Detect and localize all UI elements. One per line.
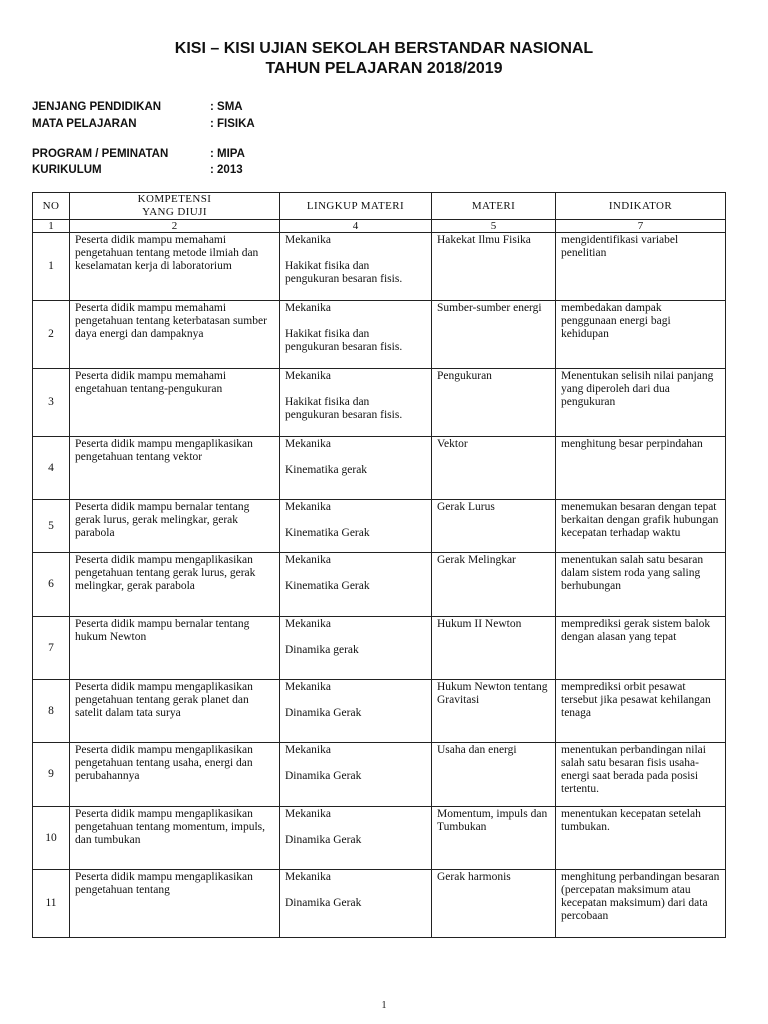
row-lingkup-sub: Kinematika Gerak xyxy=(285,580,370,592)
row-kompetensi: Peserta didik mampu bernalar tentang gerak lurus, gerak melingkar, gerak parabola xyxy=(70,500,280,553)
row-indikator: memprediksi orbit pesawat tersebut jika pesawat kehilangan tenaga xyxy=(556,680,726,743)
row-lingkup xyxy=(280,553,432,617)
row-lingkup-spacer xyxy=(285,514,426,527)
row-indikator: Menentukan selisih nilai panjang yang diperoleh dari dua pengukuran xyxy=(556,369,726,437)
row-kompetensi: Peserta didik mampu mengaplikasikan pengetahuan tentang momentum, impuls, dan tumbukan xyxy=(70,807,280,870)
row-indikator: memprediksi gerak sistem balok dengan alasan yang tepat xyxy=(556,617,726,680)
column-number: 1 xyxy=(33,220,70,233)
row-materi: Gerak Lurus xyxy=(432,500,556,553)
row-lingkup-main: Mekanika xyxy=(285,618,331,630)
header-kompetensi-line1: KOMPETENSI xyxy=(137,193,212,205)
row-lingkup xyxy=(280,743,432,807)
row-no: 3 xyxy=(33,369,70,437)
row-lingkup-main: Mekanika xyxy=(285,501,331,513)
row-materi: Hukum II Newton xyxy=(432,617,556,680)
row-materi: Hukum Newton tentang Gravitasi xyxy=(432,680,556,743)
row-no: 6 xyxy=(33,553,70,617)
row-lingkup-sub: Hakikat fisika dan pengukuran besaran fisis. xyxy=(285,396,403,421)
row-lingkup-sub: Kinematika Gerak xyxy=(285,527,370,539)
row-materi: Gerak Melingkar xyxy=(432,553,556,617)
row-no: 8 xyxy=(33,680,70,743)
row-lingkup xyxy=(280,369,432,437)
row-no: 5 xyxy=(33,500,70,553)
document-subtitle: TAHUN PELAJARAN 2018/2019 xyxy=(265,60,503,77)
column-number: 2 xyxy=(70,220,280,233)
row-no: 11 xyxy=(33,870,70,938)
row-lingkup xyxy=(280,301,432,369)
table-row xyxy=(33,807,726,870)
table-row xyxy=(33,301,726,369)
document-title: KISI – KISI UJIAN SEKOLAH BERSTANDAR NASIONAL xyxy=(174,40,594,57)
row-lingkup-sub: Hakikat fisika dan pengukuran besaran fisis. xyxy=(285,260,403,285)
row-indikator: membedakan dampak penggunaan energi bagi kehidupan xyxy=(556,301,726,369)
row-materi: Gerak harmonis xyxy=(432,870,556,938)
row-lingkup-spacer xyxy=(285,567,426,580)
header-lingkup: LINGKUP MATERI xyxy=(280,193,432,220)
table-row xyxy=(33,680,726,743)
page-number: 1 xyxy=(381,1000,387,1011)
row-lingkup-spacer xyxy=(285,383,426,396)
row-lingkup-main: Mekanika xyxy=(285,554,331,566)
row-no: 10 xyxy=(33,807,70,870)
row-materi: Sumber-sumber energi xyxy=(432,301,556,369)
row-kompetensi: Peserta didik mampu mengaplikasikan pengetahuan tentang vektor xyxy=(70,437,280,500)
row-lingkup-main: Mekanika xyxy=(285,234,331,246)
row-lingkup-main: Mekanika xyxy=(285,808,331,820)
table-header-row xyxy=(33,193,726,220)
row-lingkup-sub: Dinamika Gerak xyxy=(285,770,362,782)
meta-jenjang-label: JENJANG PENDIDIKAN xyxy=(32,101,162,113)
row-lingkup xyxy=(280,807,432,870)
row-indikator: menentukan perbandingan nilai salah satu besaran fisis usaha-energi saat berada pada posisi tertentu. xyxy=(556,743,726,807)
row-lingkup-spacer xyxy=(285,821,426,834)
table-row xyxy=(33,233,726,301)
row-kompetensi: Peserta didik mampu mengaplikasikan pengetahuan tentang gerak lurus, gerak melingkar, gerak parabola xyxy=(70,553,280,617)
row-lingkup-main: Mekanika xyxy=(285,744,331,756)
row-indikator: menghitung besar perpindahan xyxy=(556,437,726,500)
meta-mapel-label: MATA PELAJARAN xyxy=(32,118,137,130)
meta-program-label: PROGRAM / PEMINATAN xyxy=(32,148,169,160)
row-lingkup-main: Mekanika xyxy=(285,302,331,314)
kisi-table xyxy=(32,192,726,938)
header-kompetensi-line2: YANG DIUJI xyxy=(142,206,207,218)
column-number: 5 xyxy=(432,220,556,233)
row-no: 9 xyxy=(33,743,70,807)
row-no: 7 xyxy=(33,617,70,680)
row-lingkup-spacer xyxy=(285,694,426,707)
table-row xyxy=(33,617,726,680)
meta-kurikulum-value: : 2013 xyxy=(210,164,243,176)
row-kompetensi: Peserta didik mampu memahami pengetahuan tentang keterbatasan sumber daya energi dan dampaknya xyxy=(70,301,280,369)
header-kompetensi xyxy=(70,193,280,220)
row-kompetensi: Peserta didik mampu memahami engetahuan tentang-pengukuran xyxy=(70,369,280,437)
row-materi: Usaha dan energi xyxy=(432,743,556,807)
row-lingkup-spacer xyxy=(285,884,426,897)
row-lingkup xyxy=(280,437,432,500)
header-no: NO xyxy=(33,193,70,220)
row-lingkup-main: Mekanika xyxy=(285,871,331,883)
row-lingkup xyxy=(280,870,432,938)
row-indikator: mengidentifikasi variabel penelitian xyxy=(556,233,726,301)
row-lingkup-main: Mekanika xyxy=(285,370,331,382)
row-kompetensi: Peserta didik mampu mengaplikasikan pengetahuan tentang xyxy=(70,870,280,938)
row-kompetensi: Peserta didik mampu memahami pengetahuan tentang metode ilmiah dan keselamatan kerja di laboratorium xyxy=(70,233,280,301)
meta-program xyxy=(32,148,245,160)
column-number: 4 xyxy=(280,220,432,233)
row-lingkup-spacer xyxy=(285,315,426,328)
row-lingkup-sub: Dinamika Gerak xyxy=(285,707,362,719)
row-lingkup-sub: Kinematika gerak xyxy=(285,464,368,476)
table-row xyxy=(33,369,726,437)
row-no: 2 xyxy=(33,301,70,369)
row-indikator: menghitung perbandingan besaran (percepatan maksimum atau kecepatan maksimum) dari data percobaan xyxy=(556,870,726,938)
table-row xyxy=(33,500,726,553)
row-materi: Pengukuran xyxy=(432,369,556,437)
table-body xyxy=(33,233,726,938)
meta-kurikulum-label: KURIKULUM xyxy=(32,164,102,176)
table-row xyxy=(33,437,726,500)
row-indikator: menentukan kecepatan setelah tumbukan. xyxy=(556,807,726,870)
row-lingkup xyxy=(280,617,432,680)
row-lingkup-main: Mekanika xyxy=(285,681,331,693)
meta-program-value: : MIPA xyxy=(210,148,245,160)
row-lingkup-spacer xyxy=(285,757,426,770)
row-no: 1 xyxy=(33,233,70,301)
row-lingkup-spacer xyxy=(285,451,426,464)
meta-kurikulum xyxy=(32,164,243,176)
table-row xyxy=(33,743,726,807)
row-indikator: menentukan salah satu besaran dalam sistem roda yang saling berhubungan xyxy=(556,553,726,617)
meta-jenjang-value: : SMA xyxy=(210,101,243,113)
row-kompetensi: Peserta didik mampu mengaplikasikan pengetahuan tentang usaha, energi dan perubahannya xyxy=(70,743,280,807)
row-materi: Hakekat Ilmu Fisika xyxy=(432,233,556,301)
column-number: 7 xyxy=(556,220,726,233)
row-materi: Momentum, impuls dan Tumbukan xyxy=(432,807,556,870)
meta-mapel xyxy=(32,118,255,130)
row-lingkup xyxy=(280,233,432,301)
table-row xyxy=(33,553,726,617)
row-lingkup-spacer xyxy=(285,247,426,260)
row-lingkup-sub: Hakikat fisika dan pengukuran besaran fisis. xyxy=(285,328,403,353)
row-lingkup-main: Mekanika xyxy=(285,438,331,450)
column-number-row xyxy=(33,220,726,233)
row-lingkup xyxy=(280,680,432,743)
row-lingkup-sub: Dinamika gerak xyxy=(285,644,359,656)
row-lingkup-sub: Dinamika Gerak xyxy=(285,897,362,909)
header-materi: MATERI xyxy=(432,193,556,220)
row-no: 4 xyxy=(33,437,70,500)
row-kompetensi: Peserta didik mampu bernalar tentang hukum Newton xyxy=(70,617,280,680)
row-indikator: menemukan besaran dengan tepat berkaitan dengan grafik hubungan kecepatan terhadap waktu xyxy=(556,500,726,553)
row-materi: Vektor xyxy=(432,437,556,500)
table-row xyxy=(33,870,726,938)
row-kompetensi: Peserta didik mampu mengaplikasikan pengetahuan tentang gerak planet dan satelit dalam tata surya xyxy=(70,680,280,743)
row-lingkup xyxy=(280,500,432,553)
meta-mapel-value: : FISIKA xyxy=(210,118,255,130)
row-lingkup-sub: Dinamika Gerak xyxy=(285,834,362,846)
header-indikator: INDIKATOR xyxy=(556,193,726,220)
meta-jenjang xyxy=(32,101,243,113)
row-lingkup-spacer xyxy=(285,631,426,644)
